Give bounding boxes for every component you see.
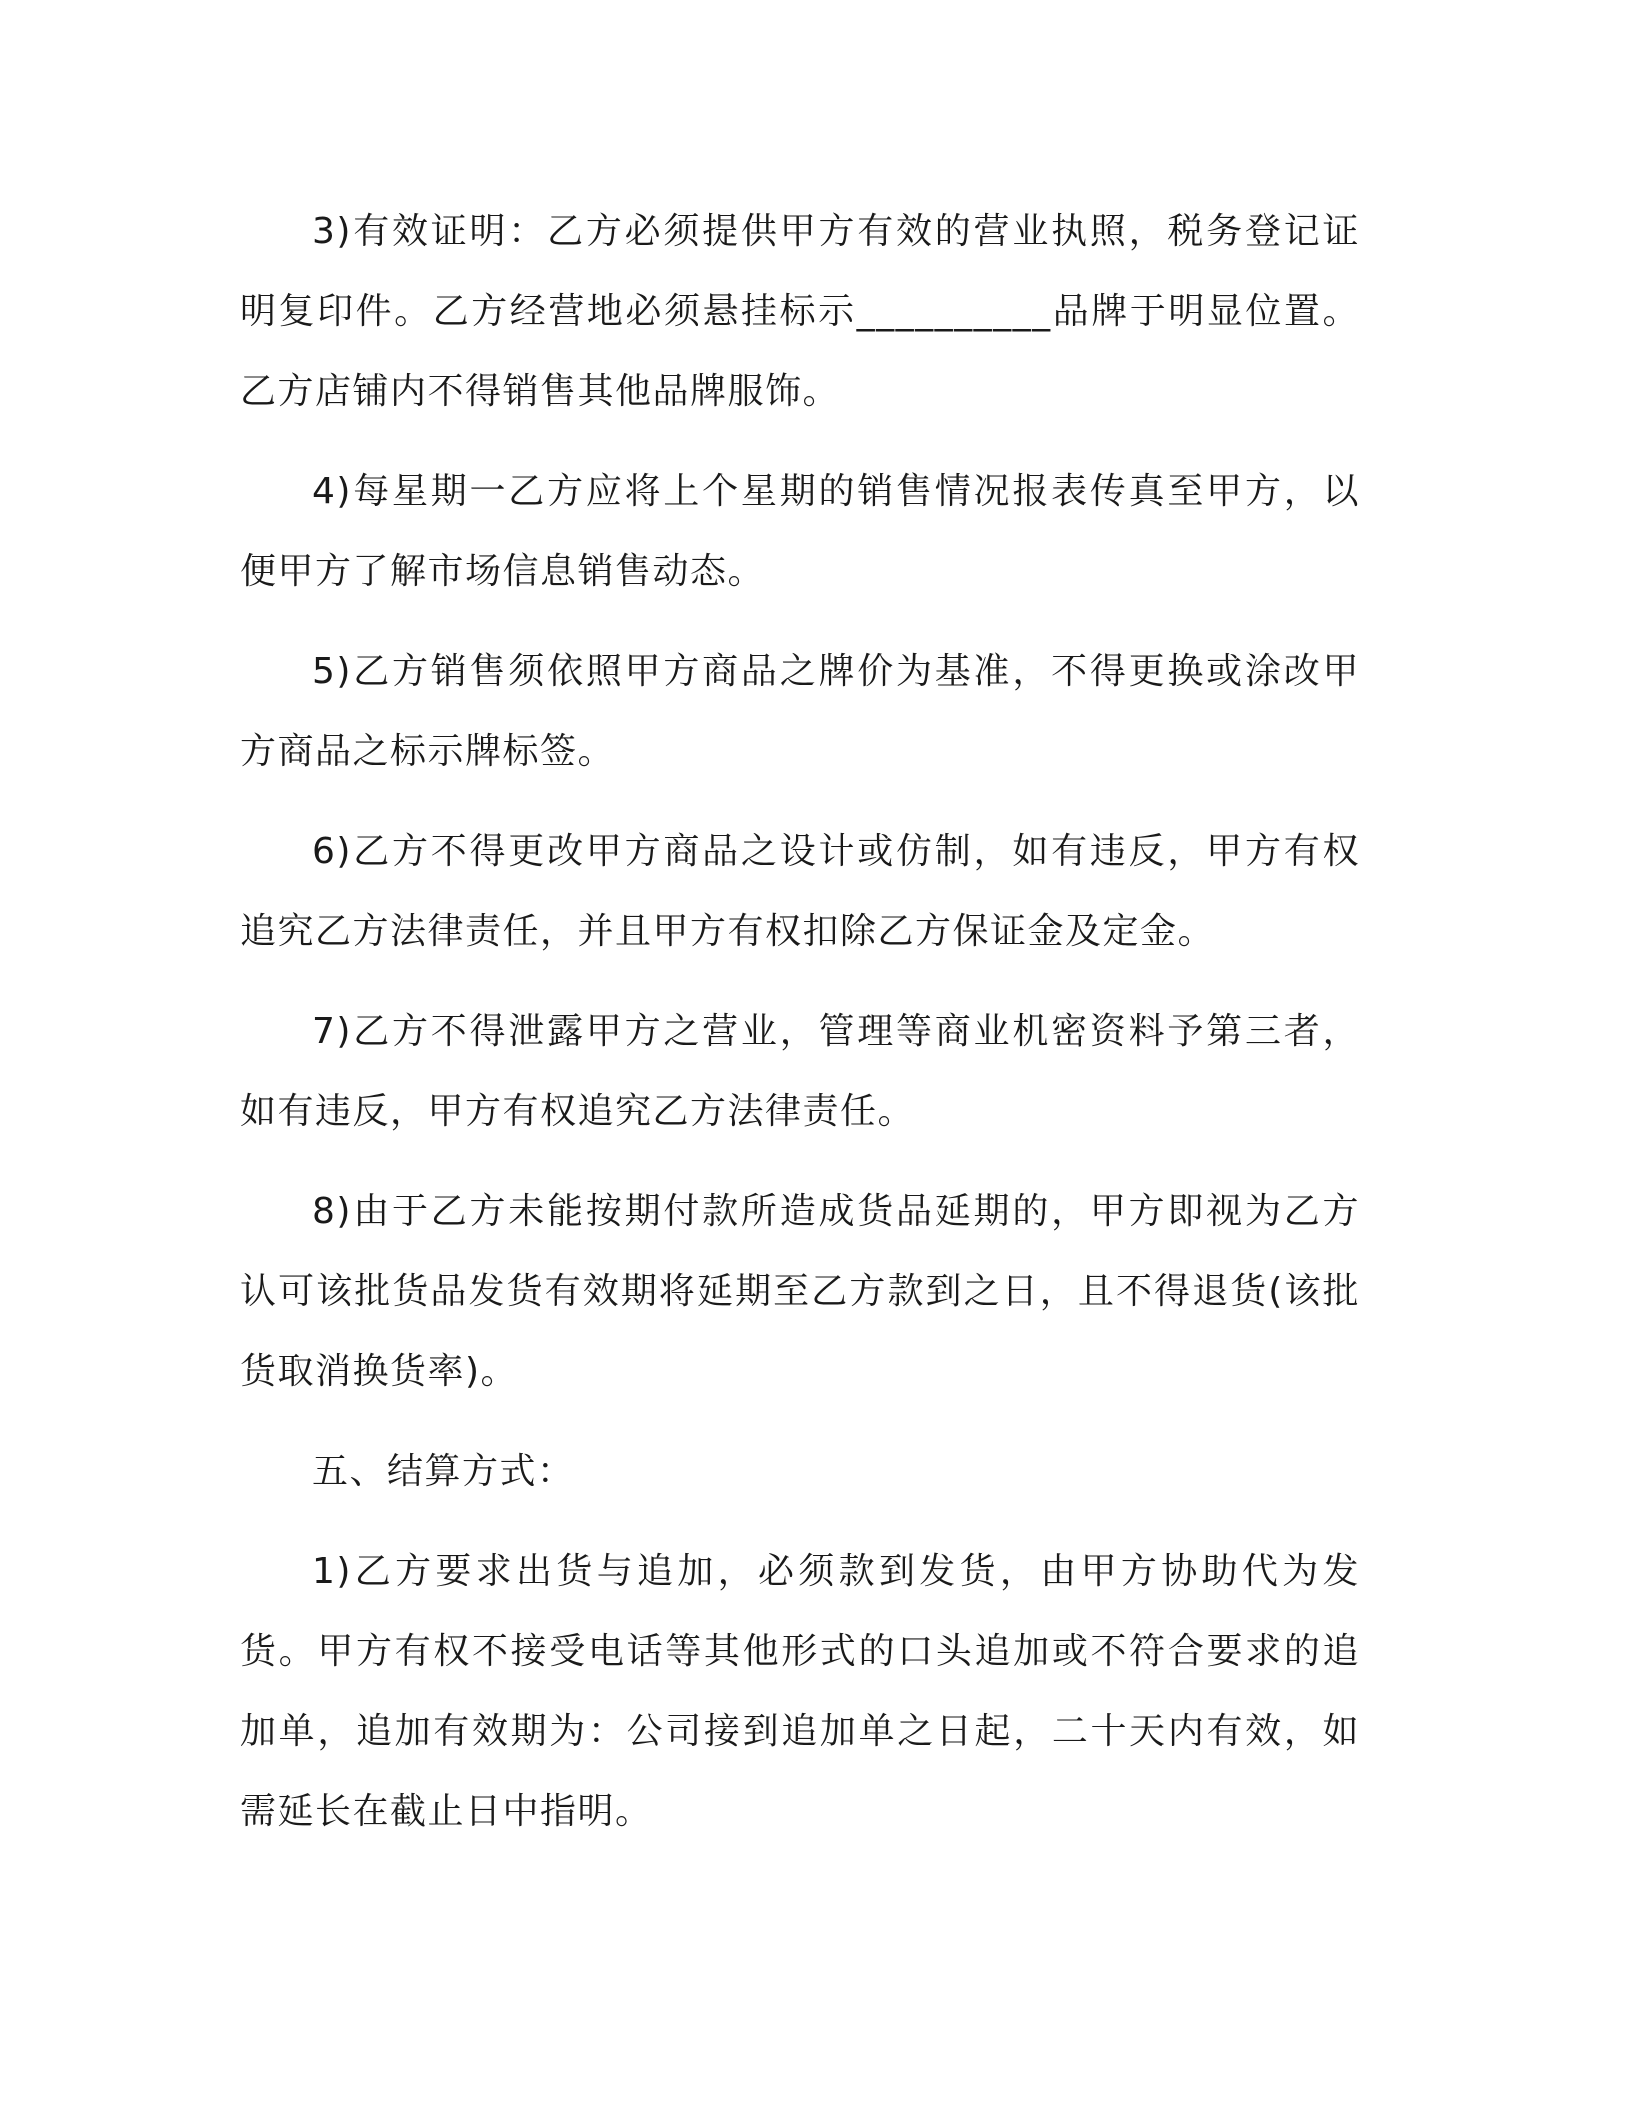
clause-3-paragraph: 3)有效证明：乙方必须提供甲方有效的营业执照，税务登记证明复印件。乙方经营地必须悬挂标示__________品牌于明显位置。乙方店铺内不得销售其他品牌服饰。: [240, 211, 1360, 412]
document-page: [240, 192, 1360, 1852]
clause-5-paragraph: 5)乙方销售须依照甲方商品之牌价为基准，不得更换或涂改甲方商品之标示牌标签。: [240, 651, 1360, 772]
section-heading: 五、结算方式：: [312, 1451, 575, 1492]
clause-7-paragraph: 7)乙方不得泄露甲方之营业，管理等商业机密资料予第三者，如有违反，甲方有权追究乙方法律责任。: [240, 1011, 1360, 1132]
clause-4-paragraph: 4)每星期一乙方应将上个星期的销售情况报表传真至甲方，以便甲方了解市场信息销售动态。: [240, 471, 1360, 592]
clause-8-paragraph: 8)由于乙方未能按期付款所造成货品延期的，甲方即视为乙方认可该批货品发货有效期将延期至乙方款到之日，且不得退货(该批货取消换货率)。: [240, 1191, 1360, 1392]
clause-6-paragraph: 6)乙方不得更改甲方商品之设计或仿制，如有违反，甲方有权追究乙方法律责任，并且甲方有权扣除乙方保证金及定金。: [240, 831, 1360, 952]
settlement-clause-1-paragraph: 1)乙方要求出货与追加，必须款到发货，由甲方协助代为发货。甲方有权不接受电话等其他形式的口头追加或不符合要求的追加单，追加有效期为：公司接到追加单之日起，二十天内有效，如需延长在截止日中指明。: [240, 1551, 1360, 1832]
